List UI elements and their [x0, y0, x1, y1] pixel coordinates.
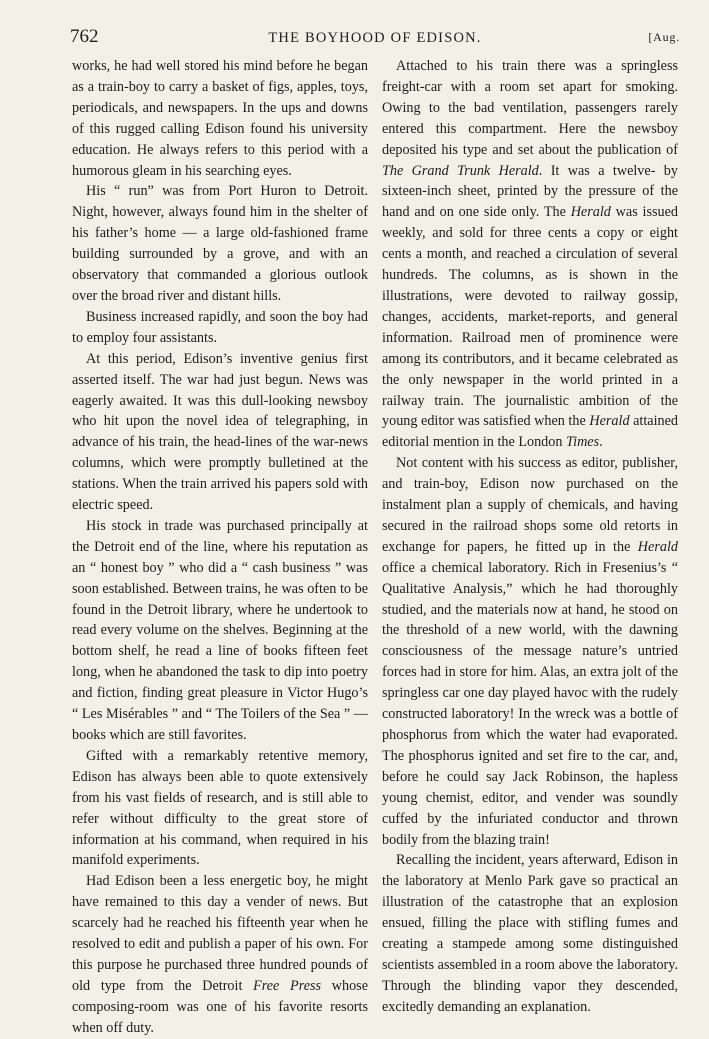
right-column: [382, 56, 678, 1018]
italic-title: Herald: [589, 413, 630, 430]
running-title: THE BOYHOOD OF EDISON.: [268, 30, 482, 46]
paragraph: Attached to his train there was a springless freight-car with a room set apart for smoking. Owing to the bad ventilation, passengers rarely entered this compartment. Here the newsboy deposited his type and set about the publication of The Grand Trunk Herald. It was a twelve- by sixteen-inch sheet, printed by the pressure of the hand and on one side only. The Herald was issued weekly, and sold for three cents a copy or eight cents a month, and reached a circulation of several hundreds. The columns, as is shown in the illustrations, were devoted to railway gossip, changes, accidents, market-reports, and general information. Railroad men of prominence were among its contributors, and it became celebrated as the only newspaper in the world printed in a railway train. The journalistic ambition of the young editor was satisfied when the Herald attained editorial mention in the London Times.: [382, 58, 679, 451]
paragraph: Had Edison been a less energetic boy, he might have remained to this day a vender of news. But scarcely had he reached his fifteenth year when he resolved to edit and publish a paper of his own. For this purpose he purchased three hundred pounds of old type from the Detroit Free Press whose composing-room was one of his favorite resorts when off duty.: [72, 873, 368, 1036]
paragraph: works, he had well stored his mind before he began as a train-boy to carry a basket of figs, apples, toys, periodicals, and newspapers. In the ups and downs of this rugged calling Edison found his university education. He always refers to this period with a humorous gleam in his searching eyes.: [72, 58, 368, 179]
italic-title: Herald: [637, 538, 678, 555]
page-number: 762: [70, 26, 99, 47]
paragraph: Recalling the incident, years afterward, Edison in the laboratory at Menlo Park gave so practical an illustration of the catastrophe that an explosion ensued, filling the place with stifling fumes and creating a stampede among some distinguished scientists assembled in a room above the laboratory. Through the blinding vapor they descended, excitedly demanding an explanation.: [382, 852, 678, 1015]
italic-title: The Grand Trunk Herald: [382, 162, 539, 179]
italic-title: Free Press: [253, 977, 322, 994]
left-column: [72, 56, 368, 1039]
page-header: [70, 26, 680, 48]
italic-title: Times: [566, 434, 600, 451]
paragraph: His stock in trade was purchased principally at the Detroit end of the line, where his reputation as an “ honest boy ” who did a “ cash business ” was soon established. Between trains, he was often to be found in the Detroit library, where he undertook to read every volume on the shelves. Beginning at the bottom shelf, he read a line of books fifteen feet long, when he abandoned the task to dip into poetry and fiction, finding great pleasure in Victor Hugo’s “ Les Misérables ” and “ The Toilers of the Sea ” — books which are still favorites.: [72, 517, 368, 743]
paragraph: Gifted with a remarkably retentive memory, Edison has always been able to quote extensively from his vast fields of research, and is still able to refer without difficulty to the great store of information at his command, when required in his manifold experiments.: [72, 747, 368, 869]
italic-title: Herald: [570, 204, 611, 221]
paragraph: Business increased rapidly, and soon the boy had to employ four assistants.: [72, 308, 368, 346]
paragraph: His “ run” was from Port Huron to Detroit. Night, however, always found him in the shelter of his father’s home — a large old-fashioned frame building surrounded by a grove, and with an observatory that commanded a glorious outlook over the broad river and distant hills.: [72, 183, 368, 304]
paragraph: Not content with his success as editor, publisher, and train-boy, Edison now purchased on the instalment plan a supply of chemicals, and having secured in the railroad shops some old retorts in exchange for papers, he fitted up in the Herald office a chemical laboratory. Rich in Fresenius’s “ Qualitative Analysis,” which he had thoroughly studied, and the materials now at hand, he stood on the threshold of a new world, with the dawning consciousness of the message nature’s untried forces had in store for him. Alas, an extra jolt of the springless car one day played havoc with the rudely constructed laboratory! In the wreck was a bottle of phosphorus from which the water had evaporated. The phosphorus ignited and set fire to the car, and, before he could say Jack Robinson, the hapless young chemist, editor, and vender was soundly cuffed by the infuriated conductor and thrown bodily from the blazing train!: [382, 455, 678, 848]
issue-mark: [Aug.: [648, 30, 680, 44]
paragraph: At this period, Edison’s inventive genius first asserted itself. The war had just begun. News was eagerly awaited. It was this dull-looking newsboy who hit upon the novel idea of telegraphing, in advance of his train, the head-lines of the war-news columns, which were promptly bulletined at the stations. When the train arrived his papers sold with electric speed.: [72, 350, 368, 514]
